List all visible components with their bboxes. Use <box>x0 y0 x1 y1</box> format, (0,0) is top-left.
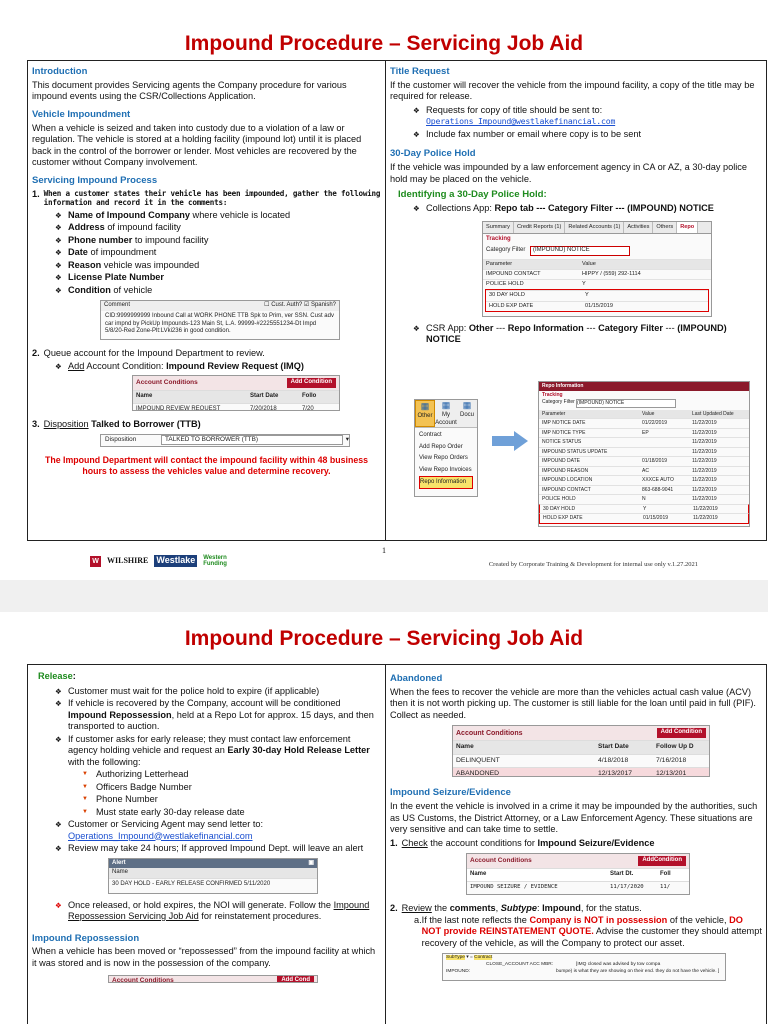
table-row: IMPOUND LOCATION XXXCE AUTO 11/22/2019 <box>539 475 749 485</box>
seizure-step-2: 2. Review the comments, Subtype: Impound, for the status. <box>390 903 642 914</box>
step-text: When a customer states their vehicle has been impounded, gather the following information and record it in the comments: <box>43 188 381 208</box>
table-row: POLICE HOLD N 11/22/2019 <box>539 494 749 504</box>
western-funding-logo: Western Funding <box>203 555 227 567</box>
company-logos <box>90 555 237 567</box>
section-heading-impound-repossession: Impound Repossession <box>32 932 140 944</box>
content-box <box>27 60 767 541</box>
menu-item-contract[interactable]: Contract <box>419 432 442 439</box>
title-request-text: If the customer will recover the vehicle from the impound facility, a copy of the title may be required for release. <box>390 79 755 102</box>
section-heading-seizure: Impound Seizure/Evidence <box>390 787 511 799</box>
alert-screenshot: Alert ▣ Name 30 DAY HOLD - EARLY RELEASE CONFIRMED 5/11/2020 <box>108 858 318 894</box>
email-link[interactable]: Operations_Impound@westlakefinancial.com <box>68 830 253 841</box>
add-condition-button: AddCondition <box>638 856 686 866</box>
page-title: Impound Procedure – Servicing Job Aid <box>184 32 584 55</box>
menu-item-view-repo-orders[interactable]: View Repo Orders <box>419 455 468 462</box>
table-row: IMPOUND CONTACT HIPPY / (559) 292-1114 <box>483 269 711 279</box>
table-row: IMPOUND STATUS UPDATE 11/22/2019 <box>539 447 749 457</box>
step-3: 3. Disposition Talked to Borrower (TTB) <box>32 419 201 430</box>
release-list-cont <box>32 900 381 923</box>
seizure-step-2a: a. If the last note reflects the Company is NOT in possession of the vehicle, DO NOT provide REINSTATEMENT QUOTE. Advise the customer they should attempt recovery of the vehicle, as will the Company to protect our asset. <box>414 914 762 948</box>
table-row: DELINQUENT 4/18/2018 7/16/2018 <box>453 754 709 768</box>
other-menu-button[interactable]: ▦ Other <box>415 400 435 427</box>
list-item: ❖ Once released, or hold expires, the NOI will generate. Follow the Impound Repossession Servicing Job Aid for reinstatement procedures. <box>32 900 381 923</box>
list-item: ❖ License Plate Number <box>32 272 381 284</box>
right-column <box>386 61 766 540</box>
table-row: POLICE HOLD Y <box>483 279 711 289</box>
page-number: 1 <box>382 546 386 555</box>
footer-credit: Created by Corporate Training & Development for internal use only v.1.27.2021 <box>488 561 698 568</box>
list-item: ❖ Customer must wait for the police hold to expire (if applicable) <box>32 686 381 698</box>
section-heading-introduction: Introduction <box>32 66 88 77</box>
other-menu-screenshot: ▦ Other ▦ My Account ▦ Docu Contract Add Repo Order View Repo Orders View Repo Invoices Repo Information <box>414 399 478 497</box>
chevron-down-icon: ▾ <box>345 435 349 443</box>
section-heading-abandoned: Abandoned <box>390 673 443 684</box>
tab-related-accounts[interactable]: Related Accounts (1) <box>565 222 624 233</box>
menu-item-repo-information[interactable]: Repo Information <box>419 476 473 489</box>
account-conditions-screenshot: Account Conditions Add Cond <box>108 975 318 983</box>
table-row: ABANDONED 12/13/2017 12/13/201 <box>453 767 709 777</box>
list-item: ❖ Condition of vehicle <box>32 285 381 297</box>
list-item: ❖ Review may take 24 hours; If approved Impound Dept. will leave an alert <box>32 843 381 855</box>
step-number: 1. <box>32 188 40 199</box>
intro-text: This document provides Servicing agents the Company procedure for various impound events using the CSR/Collections Application. <box>32 79 347 102</box>
table-row: 30 DAY HOLD Y <box>486 290 708 300</box>
repo-tab-screenshot: Summary Credit Reports (1) Related Accounts (1) Activities Others Repo Tracking Category Filter (IMPOUND) NOTICE Parameter Value IMPOUND CONTACT HIPPY / (559) 292-1114 POLICE HOLD Y 30 DAY HOLD Y HOLD EXP DATE 01/15/2019 <box>482 221 712 317</box>
list-item: ❖ Phone number to impound facility <box>32 235 381 247</box>
release-list <box>32 686 381 855</box>
menu-item-add-repo-order[interactable]: Add Repo Order <box>419 443 463 450</box>
list-item: ❖ Address of impound facility <box>32 222 381 234</box>
tab-summary[interactable]: Summary <box>483 222 514 233</box>
seizure-step-1: 1. Check the account conditions for Impound Seizure/Evidence <box>390 837 655 848</box>
left-column <box>28 61 386 540</box>
tab-others[interactable]: Others <box>653 222 677 233</box>
table-row: HOLD EXP DATE 01/15/2019 11/22/2019 <box>539 513 749 524</box>
page-2 <box>0 612 768 1024</box>
add-condition-button: Add Condition <box>657 728 706 738</box>
close-icon[interactable]: ▣ <box>308 859 314 866</box>
list-item: ❖ If vehicle is recovered by the Company, account will be conditioned Impound Repossession, held at a Repo Lot for approx. 15 days, and then transported to auction. <box>32 698 381 733</box>
csr-app-list <box>390 323 762 346</box>
identify-heading: Identifying a 30-Day Police Hold: <box>398 189 547 201</box>
comment-label: Comment <box>104 302 131 309</box>
letter-requirements <box>68 769 381 818</box>
section-heading-police-hold: 30-Day Police Hold <box>390 148 476 160</box>
disposition-screenshot: Disposition TALKED TO BORROWER (TTB) ▾ <box>100 434 350 447</box>
table-row: IMP NOTICE DATE 01/22/2019 11/22/2019 <box>539 418 749 428</box>
tab-repo[interactable]: Repo <box>677 222 698 233</box>
comment-text: CID:9999999999 Inbound Call at WORK PHONE TTB Spk to Prim, ver SSN. Cust adv car impnd by PickUp Impounds-123 Main St, L.A. 99999-#2225551234-Dt Impd 5/8/20-Red Zone-Plt:LVki236 in good condition. <box>105 312 334 335</box>
arrow-right-icon <box>492 431 530 451</box>
category-filter-select[interactable]: (IMPOUND) NOTICE <box>530 246 630 256</box>
seizure-text: In the event the vehicle is involved in a crime it may be impounded by the authorities, such as US Customs, the District Attorney, or a Law Enforcement Agency. These situations are very sensitive and can take time to settle. <box>390 801 758 835</box>
list-item: ❖ Collections App: Repo tab --- Category Filter --- (IMPOUND) NOTICE <box>390 203 762 215</box>
list-item: ▼ Must state early 30-day release date <box>68 807 381 819</box>
vehicle-impoundment-text: When a vehicle is seized and taken into custody due to a violation of a law or regulation. The vehicle is stored at a holding facility (impound lot) until it is placed back in the control of the borrower or lender. Most vehicles are recovered by the customer without Company involvement. <box>32 122 362 168</box>
account-conditions-screenshot: Account Conditions Add Condition Name Start Date Follow Up D DELINQUENT 4/18/2018 7/16/2018 ABANDONED 12/13/2017 12/13/201 <box>452 725 710 777</box>
wilshire-logo: WILSHIRE <box>107 556 149 565</box>
list-item: ❖ Include fax number or email where copy is to be sent <box>390 129 762 141</box>
info-list <box>32 210 381 297</box>
tab-activities[interactable]: Activities <box>624 222 653 233</box>
abandoned-text: When the fees to recover the vehicle are more than the vehicles actual cash value (ACV) then it is not worth picking up. The customer is still liable for the loan until paid in full (PIF). Collect as needed. <box>390 686 756 720</box>
police-hold-text: If the vehicle was impounded by a law enforcement agency in CA or AZ, a 30-day police hold may be placed on the vehicle. <box>390 162 747 184</box>
section-heading-release: Release: <box>38 671 76 681</box>
email-link[interactable]: Operations_Impound@westlakefinancial.com <box>426 116 616 127</box>
list-item: ❖ If customer asks for early release; they must contact law enforcement agency holding vehicle and request an Early 30-day Hold Release Letter with the following: ▼ Authorizing Letterhead ▼ Officers Badge Number ▼ Phone Number ▼ Must state early 30-day release date <box>32 734 381 819</box>
list-item: ▼ Authorizing Letterhead <box>68 769 381 781</box>
table-row: IMPOUND SEIZURE / EVIDENCE 11/17/2020 11/ <box>467 881 689 893</box>
list-item: ❖ CSR App: Other --- Repo Information --- Category Filter --- (IMPOUND) NOTICE <box>390 323 762 346</box>
list-item: ❖ Customer or Servicing Agent may send letter to: Operations_Impound@westlakefinancial.com <box>32 819 381 842</box>
account-conditions-screenshot: Account Conditions AddCondition Name Start Dt. Foll IMPOUND SEIZURE / EVIDENCE 11/17/2020 11/ <box>466 853 690 895</box>
table-row: IMPOUND CONTACT 863-688-9041 11/22/2019 <box>539 485 749 495</box>
page-title: Impound Procedure – Servicing Job Aid <box>184 627 584 650</box>
table-row: 30 DAY HOLD Y 11/22/2019 <box>539 504 749 514</box>
table-row: IMPOUND DATE 01/18/2019 11/22/2019 <box>539 456 749 466</box>
list-item: ❖ Requests for copy of title should be sent to: Operations_Impound@westlakefinancial.com <box>390 105 762 128</box>
add-condition-button: Add Cond <box>277 976 314 983</box>
right-column <box>386 665 766 1024</box>
list-item: ❖ Date of impoundment <box>32 247 381 259</box>
add-condition-button: Add Condition <box>287 378 336 388</box>
red-note: The Impound Department will contact the impound facility within 48 business hours to assess the vehicles value and determine recovery. <box>44 454 369 476</box>
westlake-logo: Westlake <box>156 555 196 566</box>
table-row: IMPOUND REVIEW REQUEST 7/20/2018 7/20 <box>133 403 339 411</box>
comments-screenshot: SubType ▾ = Contract CLOSE_ACCOUNT ACC MBR: [IMQ closed was advised by tow compa IMPOUND: bumpe) is what they are showing on their end. they do not have the vehicle. ] <box>442 953 726 981</box>
section-heading-vehicle-impoundment: Vehicle Impoundment <box>32 108 131 120</box>
table-row: NOTICE STATUS 11/22/2019 <box>539 437 749 447</box>
comment-box-screenshot: Comment ☐ Cust. Auth? ☑ Spanish? CID:9999999999 Inbound Call at WORK PHONE TTB Spk to Prim, ver SSN. Cust adv car impnd by PickUp Impounds-123 Main St, L.A. 99999-#2225551234-Dt Impd 5/8/20-Red Zone-Plt:LVki236 in good condition. <box>100 300 340 340</box>
list-item: ▼ Officers Badge Number <box>68 782 381 794</box>
logo-icon: W <box>90 556 101 567</box>
repo-info-rows <box>539 418 749 524</box>
account-conditions-screenshot: Account Conditions Add Condition Name Start Date Follo IMPOUND REVIEW REQUEST 7/20/2018 7/20 <box>132 375 340 411</box>
page-footer <box>0 545 768 575</box>
section-heading-servicing-process: Servicing Impound Process <box>32 174 158 186</box>
table-row: IMPOUND REASON AC 11/22/2019 <box>539 466 749 476</box>
step-2-sublist <box>32 361 381 373</box>
table-row: 30 DAY HOLD - EARLY RELEASE CONFIRMED 5/11/2020 <box>109 878 317 891</box>
impound-repossession-text: When a vehicle has been moved or “repossessed” from the impound facility at which it was stored and is now in the possession of the company. <box>32 946 376 968</box>
content-box <box>27 664 767 1024</box>
section-heading-title-request: Title Request <box>390 66 450 77</box>
list-item: ❖ Reason vehicle was impounded <box>32 260 381 272</box>
tab-credit-reports[interactable]: Credit Reports (1) <box>514 222 565 233</box>
table-row: HOLD EXP DATE 01/15/2019 <box>486 301 708 311</box>
title-request-list <box>390 105 762 141</box>
highlight-box <box>485 289 709 312</box>
repo-information-screenshot: Repo Information Tracking Category Filter (IMPOUND) NOTICE Parameter Value Last Updated Date IMP NOTICE DATE 01/22/2019 11/22/2019 IMP NOTICE TYPE EP 11/22/2019 NOTICE STATUS 11/22/2019 IMPOUND STATUS UPDATE 11/22/2019 IMPOUND DATE 01/18/2019 11/22/2019 IMPOUND REASON AC 11/22/2019 IMPOUND LOCATION XXXCE AUTO 11/22/2019 IMPOUND CONTACT 863-688-9041 11/22/2019 POLICE HOLD N 11/22/2019 30 DAY HOLD Y 11/22/2019 HOLD EXP DATE 01/15/2019 11/22/2019 <box>538 381 750 527</box>
step-2: 2. Queue account for the Impound Department to review. <box>32 348 265 359</box>
list-item: ▼ Phone Number <box>68 794 381 806</box>
page-separator <box>0 580 768 612</box>
list-item: ❖ Name of Impound Company where vehicle is located <box>32 210 381 222</box>
step-1 <box>32 189 381 208</box>
list-item: ❖ Add Account Condition: Impound Review Request (IMQ) <box>32 361 381 373</box>
category-filter-select[interactable]: (IMPOUND) NOTICE <box>576 399 676 408</box>
left-column <box>28 665 386 1024</box>
table-row: IMP NOTICE TYPE EP 11/22/2019 <box>539 428 749 438</box>
collections-app-list <box>390 203 762 215</box>
menu-item-view-repo-invoices[interactable]: View Repo Invoices <box>419 466 472 473</box>
job-aid-link[interactable]: Impound Repossession Servicing Job Aid <box>68 899 370 921</box>
tab-bar <box>483 222 711 234</box>
dropdown-menu <box>415 428 477 491</box>
